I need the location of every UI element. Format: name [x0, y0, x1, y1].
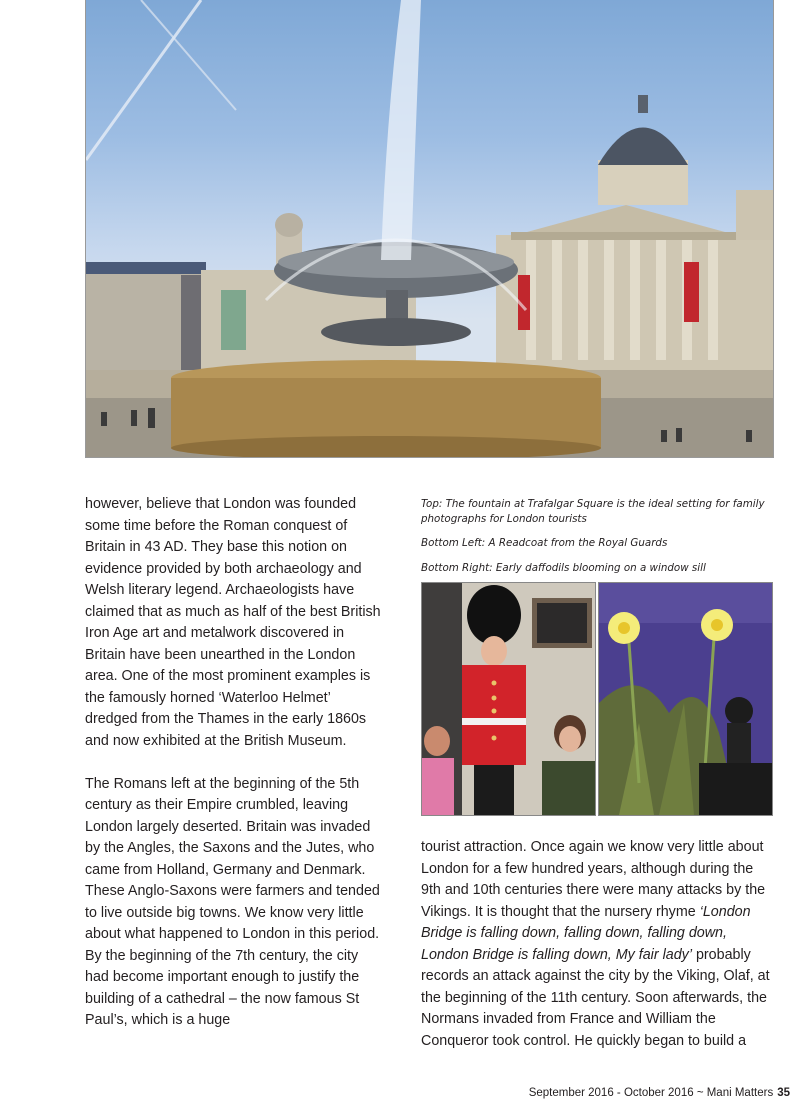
page-number: 35	[777, 1087, 790, 1099]
daffodils-photo	[598, 582, 773, 816]
body-paragraph	[421, 837, 776, 1052]
body-paragraph: The Romans left at the beginning of the 5th century as their Empire crumbled, leaving London largely deserted. Britain was invaded by the Angles, the Saxons and the Jutes, who came from Holland, Germany and Denmark. These Anglo-Saxons were farmers and tended to live outside big towns. We know very little about what happened to London in this period. By the beginning of the 7th century, the city had become important enough to justify the building of a cathedral – the now famous St Paul’s, which is a huge	[85, 775, 380, 1028]
left-column	[85, 494, 385, 1032]
caption-bottom-right: Bottom Right: Early daffodils blooming on a window sill	[421, 561, 706, 574]
page-footer	[529, 1087, 790, 1099]
royal-guard-photo	[421, 582, 596, 816]
trafalgar-fountain-photo	[85, 0, 774, 458]
caption-bottom-left: Bottom Left: A Readcoat from the Royal Guards	[421, 537, 668, 549]
body-text: tourist attraction. Once again we know very little about London for a few hundred years, although during the 9th and 10th centuries there were many attacks by the Vikings. It is thought that the nursery rhyme	[421, 839, 766, 920]
body-paragraph: however, believe that London was founded some time before the Roman conquest of Britain in 43 AD. They base this notion on evidence provided by both archaeology and Welsh literary legend. Archaeologists have claimed that as much as half of the best British Iron Age art and metalwork discovered in Britain have been unearthed in the London area. One of the most prominent examples is the famously horned ‘Waterloo Helmet’ dredged from the Thames in the early 1860s and now exhibited at the British Museum.	[85, 496, 381, 749]
caption-top: Top: The fountain at Trafalgar Square is the ideal setting for family photographs for London tourists	[421, 498, 765, 525]
nursery-rhyme-quote: ‘London Bridge is falling down, falling down, falling down, London Bridge is falling down, My fair lady’	[421, 903, 751, 963]
photo-captions	[421, 497, 781, 585]
body-text: probably records an attack against the city by the Viking, Olaf, at the beginning of the 11th century. Soon afterwards, the Normans invaded from France and William the Conqueror took control. He quickly began to build a	[421, 946, 770, 1049]
issue-label: September 2016 - October 2016 ~ Mani Matters	[528, 1087, 774, 1099]
right-column	[421, 837, 776, 1052]
